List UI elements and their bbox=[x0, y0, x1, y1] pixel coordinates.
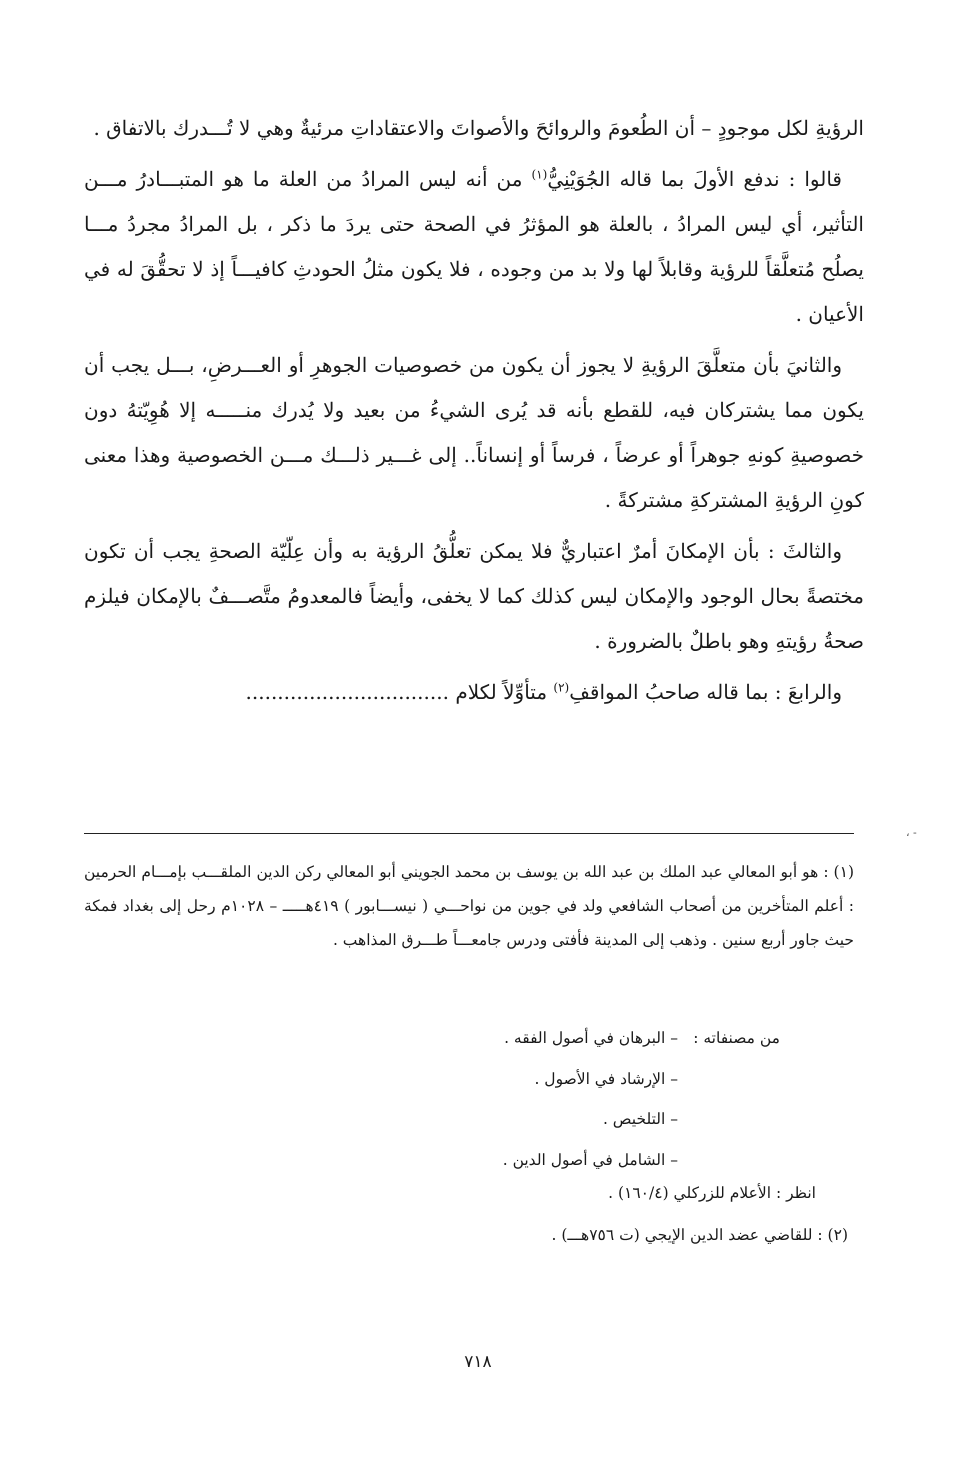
paragraph-3: والثانيَ بأن متعلَّقَ الرؤيةِ لا يجوز أن يكون من خصوصيات الجوهرِ أو العـــرضِ، بـــل يجب أن يكون مما يشتركان فيه، للقطع بأنه قد يُرى الشيءُ من بعيد ولا يُدرك منـــــه إلا هُوِيّتهُ دون خصوصيةِ كونهِ جوهراً أو عرضاً ، فرساً أو إنساناً.. إلى غـــير ذلـــك مـــن الخصوصية وهذا معنى كونِ الرؤيةِ المشتركةِ مشتركةً . bbox=[84, 353, 864, 512]
footnote-2: (٢) : للقاضي عضد الدين الإيجي (ت ٧٥٦هـــ) . bbox=[551, 1226, 848, 1244]
paragraph-5-start: والرابعَ : بما قاله صاحبُ المواقفِ bbox=[569, 680, 842, 704]
paragraph-1: الرؤيةِ لكل موجودٍ – أن الطُعومَ والروائحَ والأصواتَ والاعتقاداتِ مرئيةٌ وهي لا تُـــدرك بالاتفاق . bbox=[93, 116, 864, 140]
footnote-separator bbox=[84, 833, 854, 834]
works-label: من مصنفاته : bbox=[693, 1029, 780, 1047]
work-item: – التلخيص . bbox=[602, 1110, 678, 1128]
works-block bbox=[503, 1018, 780, 1180]
page-number: ٧١٨ bbox=[464, 1352, 492, 1372]
margin-marks: ، ‐ bbox=[906, 826, 917, 839]
work-item: – الإرشاد في الأصول . bbox=[534, 1069, 678, 1088]
paragraph-2 bbox=[84, 157, 864, 337]
main-text bbox=[84, 106, 864, 721]
footnote-1: (١) : هو أبو المعالي عبد الملك بن عبد الله بن يوسف بن محمد الجويني أبو المعالي ركن الدين الملقـــب بإمـــام الحرمين : أعلم المتأخرين من أصحاب الشافعي ولد في جوين من نواحـــي ( نيســـابور ) ٤١٩هـــــ – ١٠٢٨م رحل إلى بغداد فمكة حيث جاور أربع سنين . وذهب إلى المدينة فأفتى ودرس جامعـــاً طـــرق المذاهب . bbox=[84, 863, 855, 949]
paragraph-5-rest: متأوِّلاً لكلام bbox=[455, 680, 554, 704]
continuation-dots: ................................ bbox=[245, 680, 449, 704]
work-item: – البرهان في أصول الفقه . bbox=[504, 1029, 678, 1047]
footnotes-block bbox=[84, 855, 854, 957]
work-item: – الشامل في أصول الدين . bbox=[502, 1150, 678, 1169]
paragraph-4: والثالثَ : بأن الإمكانَ أمرٌ اعتباريٌّ فلا يمكن تعلُّقُ الرؤية به وأن عِلّيّة الصحةِ يجب أن تكون مختصةً بحال الوجود والإمكان ليس كذلك كما لا يخفى، وأيضاً فالمعدومُ متَّصـــفٌ بالإمكان فيلزم صحةُ رؤيتهِ وهو باطلٌ بالضرورة . bbox=[84, 539, 864, 653]
footnote-ref-1[interactable]: (١) bbox=[531, 167, 548, 182]
paragraph-2-start: قالوا : ندفع الأولَ بما قاله الجُوَيْنِيُّ bbox=[547, 167, 842, 191]
reference-see: انظر : الأعلام للزركلي (١٦٠/٤) . bbox=[608, 1184, 816, 1202]
footnote-ref-2[interactable]: (٢) bbox=[553, 680, 570, 695]
works-list bbox=[503, 1018, 678, 1180]
paragraph-2-rest: من أنه ليس المرادُ من العلة ما هو المتبـــادرُ مـــن التأثير، أي ليس المرادُ ، بالعلة هو المؤثرُ في الصحة حتى يردَ ما ذكر ، بل المرادُ مجردُ مـــا يصلُح مُتعلَّقاً للرؤية وقابلاً لها ولا بد من وجوده ، فلا يكون مثلُ الحودثِ كافيـــاً إذ لا تحقُّقَ له في الأعيان . bbox=[84, 167, 864, 326]
paragraph-5 bbox=[84, 670, 864, 715]
